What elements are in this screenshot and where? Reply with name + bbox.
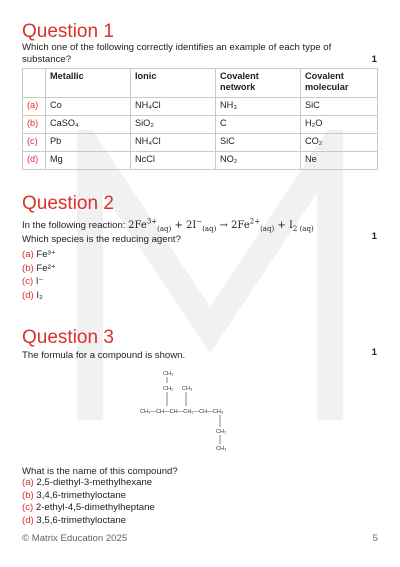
option-text: 2,5-diethyl-3-methylhexane	[36, 477, 153, 488]
cell-covalent-molecular: CO₂	[301, 134, 378, 152]
question-2-intro: In the following reaction:	[22, 220, 126, 231]
option-text: Fe³⁺	[36, 249, 56, 260]
option-letter: (a)	[22, 477, 34, 488]
structural-formula	[140, 366, 260, 456]
option-d[interactable]	[22, 289, 56, 303]
question-2-title: Question 2	[22, 193, 114, 214]
cell-metallic: Mg	[46, 152, 131, 170]
table-header-covalent-network: Covalent network	[216, 69, 301, 98]
question-1-prompt: Which one of the following correctly identifies an example of each type of substance?	[22, 42, 332, 65]
question-1-title: Question 1	[22, 21, 114, 42]
option-b[interactable]	[22, 262, 56, 276]
question-3-title: Question 3	[22, 327, 114, 348]
table-row[interactable]	[23, 134, 378, 152]
option-a[interactable]	[22, 477, 155, 490]
reaction-equation: $2Fe^{3+}_{(aq)} + 2I^-_{(aq)} \to 2Fe^{2+}_{(aq)} + I_{2 (aq)}$	[128, 217, 314, 233]
svg-text:CH₃: CH₃	[163, 371, 174, 377]
table-row[interactable]	[23, 116, 378, 134]
table-header-metallic: Metallic	[46, 69, 131, 98]
option-label: (a)	[23, 98, 46, 116]
option-b[interactable]	[22, 490, 155, 503]
option-a[interactable]	[22, 248, 56, 262]
option-letter: (b)	[22, 489, 34, 501]
footer-copyright: © Matrix Education 2025	[22, 533, 128, 544]
cell-covalent-network: SiC	[216, 134, 301, 152]
svg-text:CH₃: CH₃	[216, 446, 227, 452]
question-3-question: What is the name of this compound?	[22, 466, 178, 477]
option-text: I⁻	[35, 276, 44, 287]
question-3-options	[22, 477, 155, 527]
table-header-blank	[23, 69, 46, 98]
question-2-marks: 1	[371, 231, 377, 242]
question-3-marks: 1	[371, 347, 377, 358]
cell-covalent-network: NO₂	[216, 152, 301, 170]
question-2-options	[22, 248, 56, 302]
svg-text:CH₃: CH₃	[182, 386, 193, 392]
table-header-row	[23, 69, 378, 98]
option-label: (c)	[23, 134, 46, 152]
cell-ionic: NH₄Cl	[131, 134, 216, 152]
formula-main-chain: CH₃—CH—CH—CH₂—CH—CH₃	[140, 409, 224, 415]
option-letter: (a)	[22, 249, 34, 260]
svg-text:CH₂: CH₂	[216, 429, 227, 435]
cell-metallic: Pb	[46, 134, 131, 152]
page-number: 5	[372, 533, 378, 544]
cell-metallic: Co	[46, 98, 131, 116]
question-2-prompt: Which species is the reducing agent?	[22, 234, 181, 245]
table-header-covalent-molecular: Covalent molecular	[301, 69, 378, 98]
option-letter: (d)	[22, 514, 34, 526]
option-letter: (c)	[22, 502, 34, 513]
option-text: 3,4,6-trimethyloctane	[36, 489, 126, 501]
question-3-prompt: The formula for a compound is shown.	[22, 350, 186, 361]
question-2-reaction-line	[22, 217, 314, 233]
cell-covalent-molecular: Ne	[301, 152, 378, 170]
table-header-ionic: Ionic	[131, 69, 216, 98]
cell-covalent-molecular: H₂O	[301, 116, 378, 134]
option-letter: (c)	[22, 276, 34, 287]
svg-text:CH₂: CH₂	[163, 386, 174, 392]
cell-covalent-molecular: SiC	[301, 98, 378, 116]
option-label: (b)	[23, 116, 46, 134]
question-1-options-table	[22, 68, 378, 170]
table-row[interactable]	[23, 98, 378, 116]
cell-covalent-network: C	[216, 116, 301, 134]
table-row[interactable]	[23, 152, 378, 170]
cell-covalent-network: NH₃	[216, 98, 301, 116]
question-1-marks: 1	[371, 54, 377, 65]
cell-metallic: CaSO₄	[46, 116, 131, 134]
option-text: Fe²⁺	[36, 262, 56, 274]
cell-ionic: NH₄Cl	[131, 98, 216, 116]
option-letter: (b)	[22, 262, 34, 274]
cell-ionic: NcCl	[131, 152, 216, 170]
option-letter: (d)	[22, 289, 34, 301]
option-d[interactable]	[22, 515, 155, 528]
option-c[interactable]	[22, 275, 56, 289]
option-text: I₂	[36, 289, 43, 301]
option-text: 2-ethyl-4,5-dimethylheptane	[35, 502, 155, 513]
option-text: 3,5,6-trimethyloctane	[36, 514, 126, 526]
option-c[interactable]	[22, 502, 155, 515]
option-label: (d)	[23, 152, 46, 170]
cell-ionic: SiO₂	[131, 116, 216, 134]
